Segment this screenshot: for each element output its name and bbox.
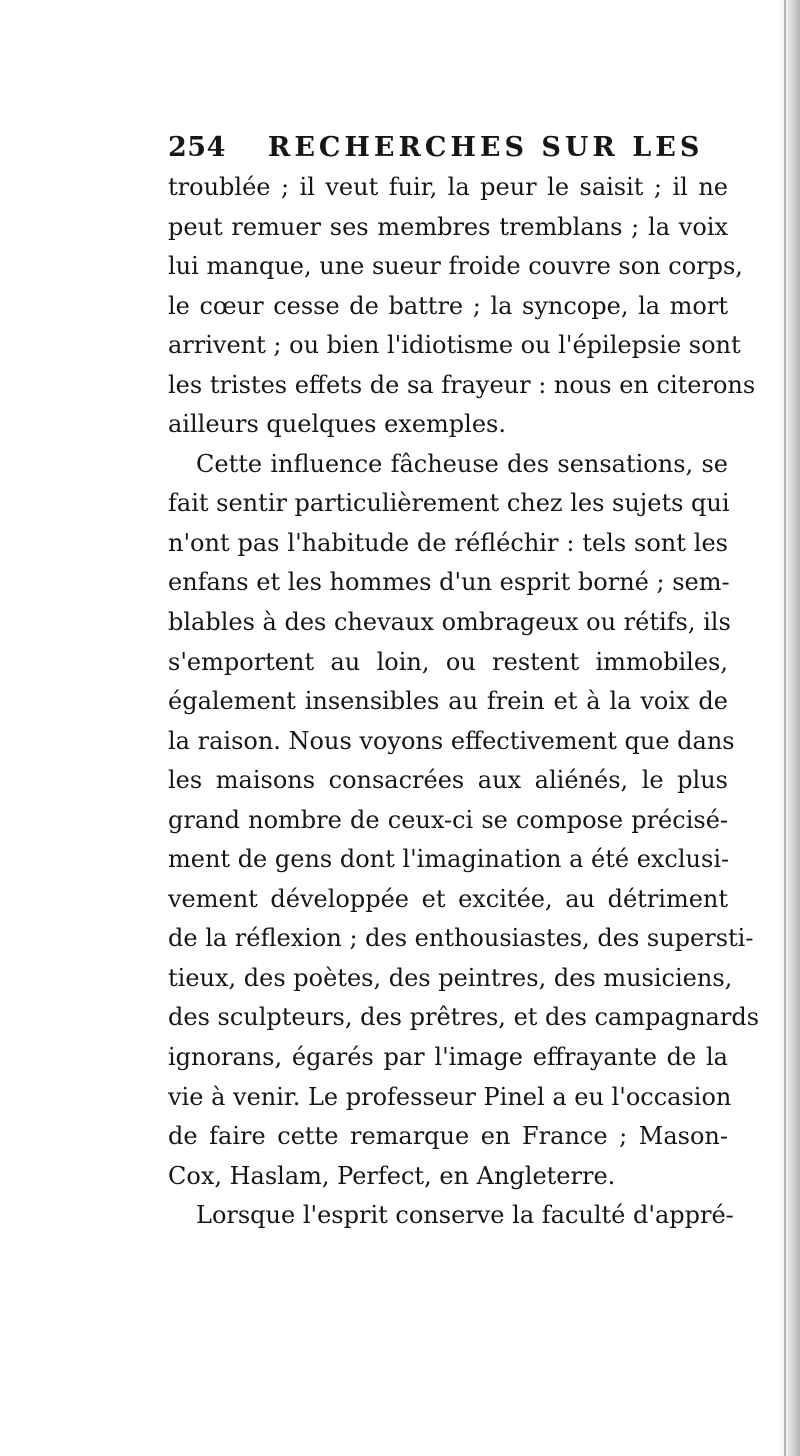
text-line-11: enfans et les hommes d'un esprit borné ; sem- [168,568,730,597]
text-line-15: la raison. Nous voyons effectivement que dans [168,726,735,755]
text-line-27: Lorsque l'esprit conserve la faculté d'appré- [196,1201,734,1230]
text-line-13: s'emportent au loin, ou restent immobiles, [168,647,728,676]
text-line-23: ignorans, égarés par l'image effrayante de la [168,1043,728,1072]
text-line-22: des sculpteurs, des prêtres, et des campagnards [168,1003,760,1032]
text-line-14: également insensibles au frein et à la voix de [168,687,728,716]
running-title: RECHERCHES SUR LES [267,132,704,163]
text-line-6: les tristes effets de sa frayeur : nous en citerons [168,370,756,399]
text-line-16: les maisons consacrées aux aliénés, le plus [168,766,728,795]
text-line-21: tieux, des poètes, des peintres, des musiciens, [168,963,733,992]
text-line-7: ailleurs quelques exemples. [168,410,506,439]
text-line-17: grand nombre de ceux-ci se compose précisé- [168,805,728,834]
text-line-12: blables à des chevaux ombrageux ou rétifs, ils [168,608,731,637]
text-line-26: Cox, Haslam, Perfect, en Angleterre. [168,1161,616,1190]
running-head [168,128,704,168]
text-line-1: troublée ; il veut fuir, la peur le saisit ; il ne [168,173,728,201]
page-number: 254 [168,132,226,163]
text-line-10: n'ont pas l'habitude de réfléchir : tels sont les [168,528,728,557]
text-line-19: vement développée et excitée, au détriment [168,884,728,913]
text-line-25: de faire cette remarque en France ; Mason- [168,1122,728,1151]
body-text [168,168,760,1236]
text-line-5: arrivent ; ou bien l'idiotisme ou l'épilepsie sont [168,331,741,360]
text-line-24: vie à venir. Le professeur Pinel a eu l'occasion [168,1082,732,1111]
text-line-8: Cette influence fâcheuse des sensations, se [196,449,728,478]
text-line-2: peut remuer ses membres tremblans ; la voix [168,212,728,241]
text-line-3: lui manque, une sueur froide couvre son corps, [168,252,743,281]
text-line-4: le cœur cesse de battre ; la syncope, la mort [168,291,728,320]
page-edge-shadow [778,0,800,1456]
text-line-18: ment de gens dont l'imagination a été exclusi- [168,845,730,874]
text-line-9: fait sentir particulièrement chez les sujets qui [168,489,730,518]
text-line-20: de la réflexion ; des enthousiastes, des supersti- [168,924,754,953]
page-edge-line [784,0,786,1456]
